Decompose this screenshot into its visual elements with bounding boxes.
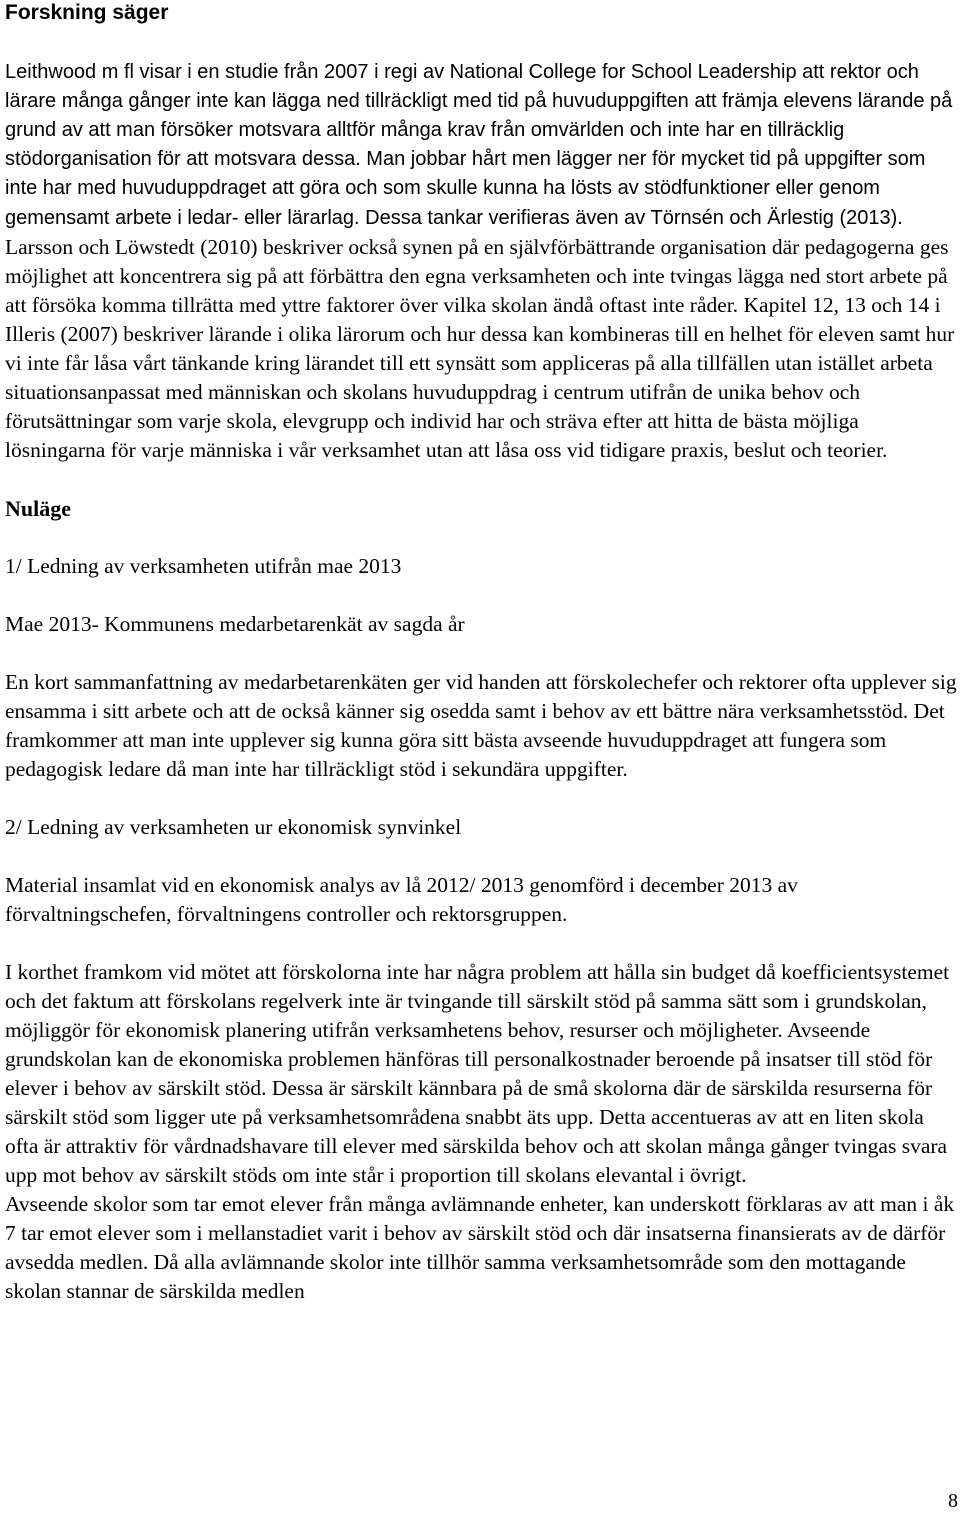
research-paragraph: [5, 58, 957, 465]
subsection-2-title: 2/ Ledning av verksamheten ur ekonomisk synvinkel: [5, 815, 462, 839]
page-number: 8: [948, 1490, 958, 1512]
document-page: [5, 0, 957, 1306]
subsection-1-note: Mae 2013- Kommunens medarbetarenkät av sagda år: [5, 612, 465, 636]
research-text-serif: Larsson och Löwstedt (2010) beskriver också synen på en självförbättrande organisation där pedagogerna ges möjlighet att koncentrera sig på att förbättra den egna verksamheten och inte tvingas lägga ned stort arbete på att försöka komma tillrätta med yttre faktorer över vilka skolan ändå oftast inte råder. Kapitel 12, 13 och 14 i Illeris (2007) beskriver lärande i olika lärorum och hur dessa kan kombineras till en helhet för eleven samt hur vi inte får låsa vårt tänkande kring lärandet till ett synsätt som appliceras på alla tillfällen utan istället arbeta situationsanpassat med människan och skolans huvuduppdrag i centrum utifrån de unika behov och förutsättningar som varje skola, elevgrupp och individ har och sträva efter att hitta de bästa möjliga lösningarna för varje människa i vår verksamhet utan att låsa oss vid tidigare praxis, beslut och teorier.: [5, 235, 955, 462]
subsection-2-body-1: I korthet framkom vid mötet att förskolorna inte har några problem att hålla sin budget då koefficientsystemet och det faktum att förskolans regelverk inte är tvingande till särskilt stöd på samma sätt som i grundskolan, möjliggör för ekonomisk planering utifrån verksamhetens behov, resurser och möjligheter. Avseende grundskolan kan de ekonomiska problemen hänföras till personalkostnader beroende på insatser till stöd för elever i behov av särskilt stöd. Dessa är särskilt kännbara på de små skolorna där de särskilda resurserna för särskilt stöd som ligger ute på verksamhetsområdena snabbt äts upp. Detta accentueras av att en liten skola ofta är attraktiv för vårdnadshavare till elever med särskilda behov och att skolan många gånger tvingas svara upp mot behov av särskilt stöds om inte står i proportion till skolans elevantal i övrigt.: [5, 960, 950, 1187]
page-heading: Forskning säger: [5, 1, 169, 24]
subsection-2-intro: Material insamlat vid en ekonomisk analys av lå 2012/ 2013 genomförd i december 2013 av förvaltningschefen, förvaltningens controller och rektorsgruppen.: [5, 873, 798, 926]
subsection-1-body: En kort sammanfattning av medarbetarenkäten ger vid handen att förskolechefer och rektorer ofta upplever sig ensamma i sitt arbete och att de också känner sig osedda samt i behov av ett bättre nära verksamhetsstöd. Det framkommer att man inte upplever sig kunna göra sitt bästa avseende huvuduppdraget att fungera som pedagogisk ledare då man inte har tillräckligt stöd i sekundära uppgifter.: [5, 670, 957, 781]
research-text-sans: Leithwood m fl visar i en studie från 2007 i regi av National College for School Leadership att rektor och lärare många gånger inte kan lägga ned tillräckligt med tid på huvuduppgiften att främja elevens lärande på grund av att man försöker motsvara alltför många krav från omvärlden och inte har en tillräcklig stödorganisation för att motsvara dessa. Man jobbar hårt men lägger ner för mycket tid på uppgifter som inte har med huvuduppdraget att göra och som skulle kunna ha lösts av stödfunktioner eller genom gemensamt arbete i ledar- eller lärarlag. Dessa tankar verifieras även av Törnsén och Ärlestig (2013).: [5, 61, 953, 229]
subsection-2-body-2: Avseende skolor som tar emot elever från många avlämnande enheter, kan underskott förklaras av att man i åk 7 tar emot elever som i mellanstadiet varit i behov av särskilt stöd och där insatserna finansierats av de därför avsedda medlen. Då alla avlämnande skolor inte tillhör samma verksamhetsområde som den mottagande skolan stannar de särskilda medlen: [5, 1192, 955, 1303]
subsection-1-title: 1/ Ledning av verksamheten utifrån mae 2013: [5, 554, 402, 578]
section-title: Nuläge: [5, 496, 71, 521]
